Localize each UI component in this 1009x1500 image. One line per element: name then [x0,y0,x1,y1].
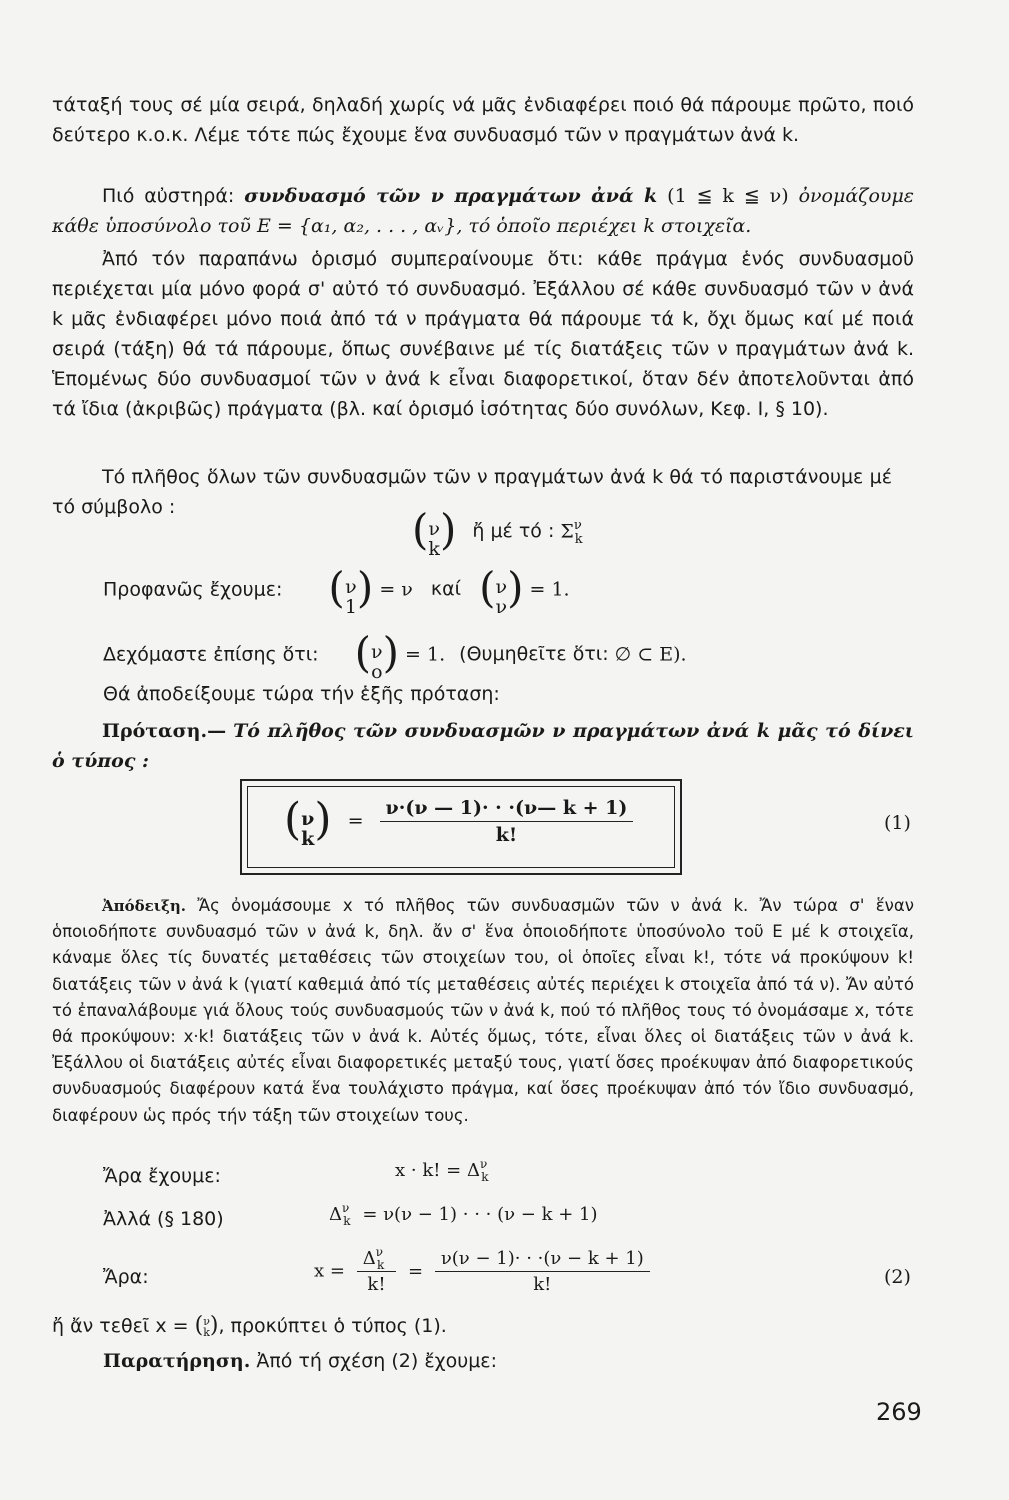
paragraph-count: Τό πλῆθος ὅλων τῶν συνδυασμῶν τῶν ν πραγμάτων ἀνά k θά τό παριστάνουμε μέ τό σύμβολο : [52,466,892,518]
definition-term: συνδυασμό τῶν ν πραγμάτων ἀνά k [244,185,658,207]
or-if-text: ἤ ἄν τεθεῖ x = [52,1315,189,1337]
proof-text: Ἄς ὀνομάσουμε x τό πλῆθος τῶν συνδυασμῶν τῶν ν ἀνά k. Ἄν τώρα σ' ἕναν ὁποιοδήποτε συνδυασμό τῶν ν ἀνά k, δηλ. ἄν σ' ἕνα ὁποιοδήποτε ὑποσύνολο τοῦ E μέ k στοιχεῖα, κάναμε ὅλες τίς δυνατές μεταθέσεις τῶν στοιχείων του, οἱ ὁποῖες εἶναι k!, τότε νά προκύψουν k! διατάξεις τῶν ν ἀνά k (γιατί καθεμιά ἀπό τίς μεταθέσεις αὐτές περιέχει k στοιχεῖα ἀπό τά ν). Ἄν αὐτό τό ἐπαναλάβουμε γιά ὅλους τούς συνδυασμούς τῶν ν ἀνά k, πού τό πλῆθος τους τό ὀνομάσαμε x, τότε θά προκύψουν: x·k! διατάξεις τῶν ν ἀνά k. Αὐτές ὅμως, τότε, εἶναι ὅλες οἱ διατάξεις τῶν ν ἀνά k. Ἐξάλλου οἱ διατάξεις αὐτές εἶναι διαφορετικές μεταξύ τους, γιατί ὅσες προέκυψαν ἀπό διαφορετικούς συνδυασμούς διαφέρουν κατά ἕνα τουλάχιστο πράγμα, καί ὅσες προέκυψαν ἀπό τόν ἴδιο συνδυασμό, διαφέρουν ὡς πρός τήν τάξη τῶν στοιχείων τους. [52,896,914,1125]
but-label: Ἀλλά (§ 180) [103,1208,224,1230]
but-equation: $\Delta^\nu_k = \nu(\nu - 1)$ · · · (ν − k + 1) [329,1201,598,1228]
formula-fraction [380,797,634,846]
remark-text: Ἀπό τή σχέση (2) ἔχουμε: [256,1350,497,1372]
formula-1: (ν k) = $\frac{\nu\cdot(\nu — 1)\cdot \cdot \cdot(\nu— k + 1)}{k!}$ [284,794,633,849]
therefore-equation: x = $\frac{\Delta^\nu_k}{k!}$ = $\frac{\nu(\nu - 1)\cdot \cdot \cdot(\nu - k + 1)}{k!}$ [314,1248,650,1295]
binomial-nu-0: (ν ο) [354,628,399,683]
accept-row [103,628,687,682]
obvious-label: Προφανῶς ἔχουμε: [103,578,283,601]
fraction-product-den: k! [533,1274,552,1295]
definition-paragraph [52,181,914,241]
so-equation-text: x · k! = Δ [395,1160,480,1181]
proof-title: Ἀπόδειξη. [102,897,187,915]
equals-one-2: = 1. [405,643,446,666]
or-if-row [52,1313,447,1340]
page-number: 269 [876,1398,922,1426]
definition-condition: (1 ≦ k ≦ ν) [667,185,789,207]
symbol-row: (ν k) ἤ μέ τό : $\Sigma^\nu_k$ [412,505,583,560]
binomial-nu-nu: (ν ν) [479,563,524,618]
sigma-symbol: Σ [560,520,574,543]
but-equation-text: = ν(ν − 1) · · · (ν − k + 1) [362,1204,598,1225]
formula-label-2: (2) [884,1266,911,1288]
remark-title: Παρατήρηση. [103,1350,251,1372]
fraction-product-num: ν(ν − 1)· · ·(ν − k + 1) [435,1248,650,1272]
prove-intro: Θά ἀποδείξουμε τώρα τήν ἑξῆς πρόταση: [103,683,500,705]
small-binomial: (ν k) [194,1313,219,1339]
paragraph-intro: τάταξή τους σέ μία σειρά, δηλαδή χωρίς νά μᾶς ἐνδιαφέρει ποιό θά πάρουμε πρῶτο, ποιό δεύτερο κ.ο.κ. Λέμε τότε πώς ἔχουμε ἕνα συνδυασμό τῶν ν πραγμάτων ἀνά k. [52,94,914,146]
symbol-alternative: ἤ μέ τό : [472,520,555,543]
and-word: καί [430,578,462,601]
recall-label: (Θυμηθεῖτε ὅτι: [459,643,609,666]
equals-one: = 1. [529,578,570,601]
paragraph-consequences: Ἀπό τόν παραπάνω ὁρισμό συμπεραίνουμε ὅτι: κάθε πράγμα ἑνός συνδυασμοῦ περιέχεται μία μόνο φορά σ' αὐτό τό συνδυασμό. Ἐξάλλου σέ κάθε συνδυασμό τῶν ν ἀνά k μᾶς ἐνδιαφέρει μόνο ποιά ἀπό τά ν πράγματα θά πάρουμε τά k, ὄχι ὅμως καί μέ ποιά σειρά (τάξη) θά τά πάρουμε, ὅπως συνέβαινε μέ τίς διατάξεις τῶν ν πραγμάτων ἀνά k. Ἑπομένως δύο συνδυασμοί τῶν ν ἀνά k εἶναι διαφορετικοί, ὅταν δέν ἀποτελοῦνται ἀπό τά ἴδια (ἀκριβῶς) πράγματα (βλ. καί ὁρισμό ἰσότητας δύο συνόλων, Κεφ. Ι, § 10). [52,248,914,420]
so-equation: x · k! = $\Delta^\nu_k$ [395,1157,489,1184]
proposition [52,716,914,776]
proposition-title: Πρόταση.— [102,720,227,742]
formula-binomial: (ν k) [284,794,332,850]
definition-lead: Πιό αὐστηρά: [102,185,235,207]
accept-label: Δεχόμαστε ἐπίσης ὅτι: [103,643,319,666]
fraction-delta: $\frac{\Delta^\nu_k}{k!}$ [357,1248,397,1295]
binomial-symbol: (ν k) [412,505,457,560]
therefore-label: Ἄρα: [103,1266,149,1288]
so-label: Ἄρα ἔχουμε: [103,1165,221,1187]
binomial-nu-1: (ν 1) [328,563,374,618]
equals-nu: = ν [379,578,413,601]
results-text: , προκύπτει ὁ τύπος (1). [218,1315,447,1337]
fraction-delta-den: k! [367,1274,386,1295]
x-equals: x = [314,1260,345,1282]
formula-numerator: ν·(ν — 1)· · ·(ν— k + 1) [380,797,634,822]
obvious-row [103,563,570,617]
formula-label-1: (1) [884,812,911,834]
definition-body: ὀνομάζουμε κάθε ὑποσύνολο τοῦ E = {α₁, α₂, . . . , αᵥ}, τό ὁποῖο περιέχει k στοιχεῖα. [52,185,915,237]
remark-row [103,1350,497,1372]
fraction-product [435,1248,650,1295]
recall-set: ∅ ⊂ E). [614,643,687,666]
formula-denominator: k! [495,823,518,846]
proposition-text: Τό πλῆθος τῶν συνδυασμῶν ν πραγμάτων ἀνά k μᾶς τό δίνει ὁ τύπος : [52,720,914,772]
proof-paragraph [52,893,914,1129]
